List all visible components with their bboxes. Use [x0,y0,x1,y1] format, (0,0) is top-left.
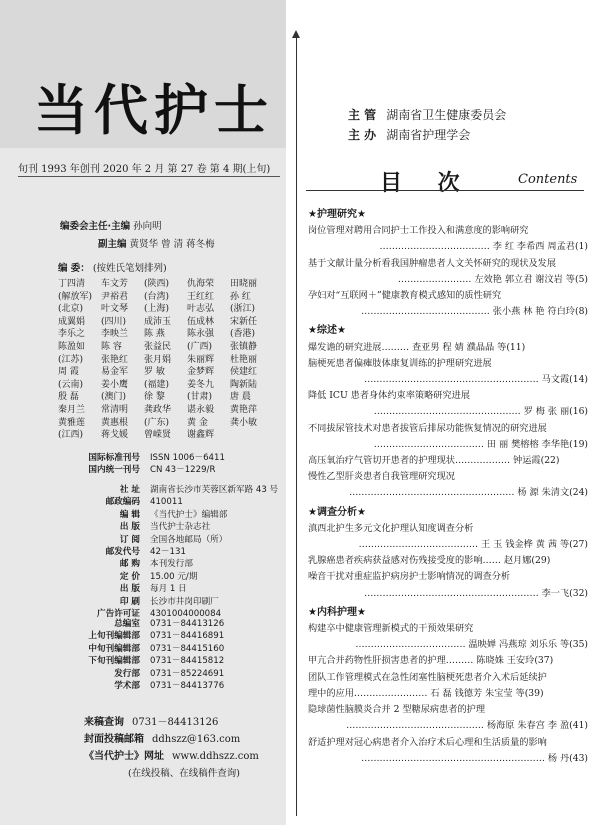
board-member: 常清明 [101,404,129,415]
info-row [68,558,288,570]
board-row [58,354,284,367]
board-row [58,316,284,329]
board-member: 龚政华 [144,404,172,415]
board-member: (江苏) [58,354,84,365]
board-row [58,366,284,379]
toc-entry-title[interactable]: 滇西北护生多元文化护理认知度调查分析 [308,522,474,534]
toc-section-heading: ★护理研究★ [308,209,366,220]
info-row [68,655,288,667]
info-value: 42－131 [150,547,186,558]
board-member: (上海) [144,304,170,315]
info-row [68,509,288,521]
info-value: 0731－84415812 [150,656,225,667]
toc-entry-title[interactable]: 构建卒中健康管理新模式的干预效果研究 [308,623,474,635]
board-member: 杜艳丽 [230,354,258,365]
board-row [58,341,284,354]
toc-entry-authors: ………………………………… 王 玉 钱金桦 黄 茜 等(27) [358,539,588,551]
board-member: (福建) [144,379,170,390]
board-member: 孙 红 [230,291,251,302]
table-of-contents [308,204,588,767]
info-row [84,714,284,731]
divider [18,176,280,177]
board-member: 宋新任 [230,316,258,327]
board-member: 姜小鹰 [101,379,129,390]
toc-entry-title[interactable]: 孕妇对“互联网＋”健康教育模式感知的质性研究 [308,290,502,302]
board-member: 殷 磊 [58,392,79,403]
board-member: 谢鑫辉 [187,430,215,441]
info-row [68,643,288,655]
toc-entry-authors: ……………………………… 温映婵 冯燕琼 刘乐乐 等(35) [355,639,588,651]
board-member: 谌永毅 [187,404,215,415]
sponsor-row: 主 管 湖南省卫生健康委员会 [348,108,507,122]
info-row [68,546,288,558]
board-member: (四川) [101,316,127,327]
board-member: 成沛玉 [144,316,172,327]
info-value: ddhszz@163.com [152,734,241,745]
toc-entry-authors: ……………………………… 田 丽 樊榕榕 李华艳(19) [373,438,588,450]
info-label: 出 版 [119,522,140,533]
deputy-editors: 副主编 黄贤华 曾 清 蒋冬梅 [98,239,215,250]
info-row [84,731,284,748]
toc-title: 目 次 [380,170,474,196]
info-label: 编 辑 [119,509,140,520]
board-member: 陈 容 [101,341,122,352]
info-value: CN 43－1229/R [150,465,216,476]
publication-info: 旬刊 1993 年创刊 2020 年 2 月 第 27 卷 第 4 期(上旬) [18,164,271,175]
board-row [58,391,284,404]
phone-block [68,618,288,692]
info-label: 邮 购 [119,559,140,570]
board-member: 张艳红 [101,354,129,365]
info-label: 总编室 [114,619,140,629]
board-member: 李映兰 [101,329,129,340]
board-member: 黄艳萍 [230,404,258,415]
board-member: 伍成林 [187,316,215,327]
info-label: 广告许可证 [97,609,140,620]
journal-logo: 当代护士 [34,78,274,142]
board-row [58,417,284,430]
board-member: (广东) [144,417,170,428]
info-row [68,571,288,583]
info-value: 当代护士杂志社 [150,522,211,533]
board-member: 田晓丽 [230,279,258,289]
board-member: 仇海荣 [187,279,215,289]
toc-entry-title[interactable]: 基于文献计量分析看我国肿瘤患者人文关怀研究的现状及发展 [308,257,557,269]
board-member: 曾嵘贤 [144,430,172,441]
info-label: 发行部 [114,668,140,679]
board-member: 姜冬九 [187,379,215,390]
board-row [58,303,284,316]
info-row [68,583,288,595]
online-note: (在线投稿、在线稿件查询) [128,768,240,779]
info-value: 全国各地邮局（所） [150,534,228,545]
info-label: 上旬刊编辑部 [88,631,140,642]
vertical-divider [296,36,297,816]
toc-entry-authors: …………………………………………………… 杨 丹(43) [361,752,588,764]
board-member: 朱丽辉 [187,354,215,365]
info-label: 订 阅 [119,534,140,545]
info-label: 《当代护士》网址 [84,751,164,762]
board-member: (北京) [58,304,84,315]
board-row [58,291,284,304]
board-member: 金梦辉 [187,367,215,378]
board-member: 侯建红 [230,367,258,378]
info-label: 出 版 [119,584,140,595]
board-member: 蒋戈媛 [101,430,129,441]
board-member: 黄 金 [187,417,208,428]
info-label: 国内统一刊号 [88,465,140,476]
editorial-board-label: 编 委： (按姓氏笔划排列) [58,263,167,274]
board-member: 陈永强 [187,329,215,340]
board-row [58,278,284,291]
info-value: 0731－84413776 [150,681,225,692]
toc-entry-authors: …………………… 左效艳 郭立君 谢汶岩 等(5) [397,273,588,285]
board-member: 张月娟 [144,354,172,365]
toc-entry-title[interactable]: 甲亢合并药物性肝损害患者的护理……… 陈晓姝 王安玲(37) [308,655,554,667]
info-value: 0731－84413126 [150,619,225,629]
info-row [68,668,288,680]
board-member: (浙江) [230,304,256,315]
toc-entry-authors: ………………………………………………… 李一飞(32) [364,587,588,599]
toc-english-title: Contents [518,172,578,187]
divider [306,190,584,191]
info-value: 《当代护士》编辑部 [150,509,228,520]
toc-entry-title[interactable]: 高压氧治疗气管切开患者的护理现状……………… 钟运霞(22) [308,455,560,467]
board-member: 龚小敏 [230,417,258,428]
info-value: 0731－85224691 [150,668,225,679]
editorial-board-list [58,278,284,442]
board-member: 尹裕君 [101,291,129,302]
info-value: 本刊发行部 [150,559,193,570]
board-member [230,429,273,442]
board-member: (解放军) [58,291,93,302]
info-label: 封面投稿邮箱 [84,734,144,745]
board-row [58,404,284,417]
sponsor-row: 主 办 湖南省护理学会 [348,128,471,142]
info-label: 学术部 [114,681,140,692]
info-value: ISSN 1006－6411 [150,453,225,463]
toc-entry-title[interactable]: 乳腺癌患者疾病获益感对伤残接受度的影响…… 赵月娜(29) [308,555,551,567]
board-row [58,379,284,392]
toc-entry-title[interactable]: 降低 ICU 患者身体约束率策略研究进展 [308,390,471,402]
info-row [68,630,288,642]
toc-section-heading: ★内科护理★ [308,606,366,618]
toc-entry-title[interactable]: 岗位管理对聘用合同护士工作投入和满意度的影响研究 [308,225,529,237]
info-row [68,496,288,508]
board-member: 易金军 [101,367,129,378]
board-member: 叶志弘 [187,304,215,315]
info-row [68,484,288,496]
board-member: 成翼娟 [58,316,86,327]
board-member: 张益民 [144,341,172,352]
info-value: 15.00 元/期 [150,571,198,582]
info-value: www.ddhszz.com [172,751,259,762]
toc-entry-authors: …………………………………… 张小燕 林 艳 符白玲(8) [361,306,588,318]
contact-block [84,714,284,782]
toc-entry-title[interactable]: 噪音干扰对重症监护病房护士影响情况的调查分析 [308,571,511,583]
toc-entry-title[interactable]: 团队工作管理模式在急性闭塞性脑梗死患者介入术后延续护 [308,671,547,683]
board-member: 周 霞 [58,367,79,378]
toc-entry-title[interactable]: 隐球菌性脑膜炎合并 2 型糖尿病患者的护理 [308,704,486,716]
board-member: (云南) [58,379,84,390]
info-label: 邮政编码 [105,497,140,508]
board-member: 秦月兰 [58,404,86,415]
board-member: 徐 黎 [144,392,165,403]
toc-entry-authors: ………………………………………… 罗 梅 张 丽(16) [373,406,588,418]
toc-entry-title[interactable]: 爆发谵的研究进展……… 查亚男 程 婧 濮晶晶 等(11) [308,341,526,353]
info-value: 410011 [150,497,183,508]
info-label: 中旬刊编辑部 [88,643,140,654]
toc-section-heading: ★调查分析★ [308,506,366,518]
info-row [84,748,284,765]
info-label: 国际标准刊号 [88,453,140,463]
info-label: 印 刷 [119,596,140,607]
info-value: 0731－84413126 [132,717,219,728]
board-member: 车文芳 [101,279,129,289]
info-row [68,534,288,546]
board-member: 陈盈如 [58,341,86,352]
toc-entry-authors: ……………………………… 李 红 李希西 周孟君(1) [379,241,588,253]
board-member: 陈 燕 [144,329,165,340]
info-value: 湖南省长沙市芙蓉区新军路 43 号 [150,485,279,495]
board-row [58,328,284,341]
info-value: 0731－84415160 [150,643,225,654]
board-member: 张镇静 [230,341,258,352]
info-row [68,452,288,464]
info-label: 来稿查询 [84,717,124,728]
board-member: (甘肃) [187,392,213,403]
info-row [68,618,288,630]
info-label: 下旬刊编辑部 [88,656,140,667]
board-row [58,429,284,442]
toc-entry-authors: ……………………………………… 杨海原 朱春宫 李 盈(41) [346,720,588,732]
board-member: (广西) [187,341,213,352]
board-member: 丁四清 [58,279,86,289]
info-value: 长沙市井岗印刷厂 [150,596,219,607]
info-value: 每月 1 日 [150,584,187,595]
toc-section-heading: ★综述★ [308,325,346,337]
board-member: 叶文琴 [101,304,129,315]
toc-entry-title[interactable]: 慢性乙型肝炎患者自我管理研究现况 [308,471,455,483]
board-member: (澳门) [101,392,127,403]
toc-entry-title[interactable]: 不同拔尿管技术对患者拔管后排尿功能恢复情况的研究进展 [308,422,547,434]
board-member: 陶新陆 [230,379,258,390]
board-member: (香港) [230,329,256,340]
board-member: 罗 敏 [144,367,165,378]
board-member: 王红红 [187,291,215,302]
board-member: (台湾) [144,291,170,302]
editor-in-chief: 编委会主任·主编 孙向明 [60,221,162,232]
publication-block [68,484,288,620]
info-row [68,464,288,476]
toc-entry-title[interactable]: 理中的应用…………………… 石 磊 钱德芳 朱宝莹 等(39) [308,687,544,699]
info-label: 邮发代号 [105,547,140,558]
info-value: 0731－84416891 [150,631,225,642]
info-label: 社 址 [119,485,140,495]
toc-entry-title[interactable]: 舒适护理对冠心病患者介入治疗术后心理和生活质量的影响 [308,736,547,748]
board-member: (江西) [58,430,84,441]
toc-entry-authors: ……………………………………………… 杨 源 朱清文(24) [349,487,588,499]
board-member: 黄雅莲 [58,417,86,428]
issn-block [68,452,288,477]
info-row [68,596,288,608]
info-label: 定 价 [119,571,140,582]
toc-entry-title[interactable]: 脑梗死患者偏瘫肢体康复训练的护理研究进展 [308,357,492,369]
toc-entry-authors: ………………………………………………… 马文霞(14) [364,374,588,386]
info-row [68,521,288,533]
info-row [68,680,288,692]
board-member: (陕西) [144,279,170,289]
board-member: 李乐之 [58,329,86,340]
board-member: 唐 晨 [230,392,251,403]
info-value: 4301004000084 [150,609,222,620]
board-member: 黄惠根 [101,417,129,428]
